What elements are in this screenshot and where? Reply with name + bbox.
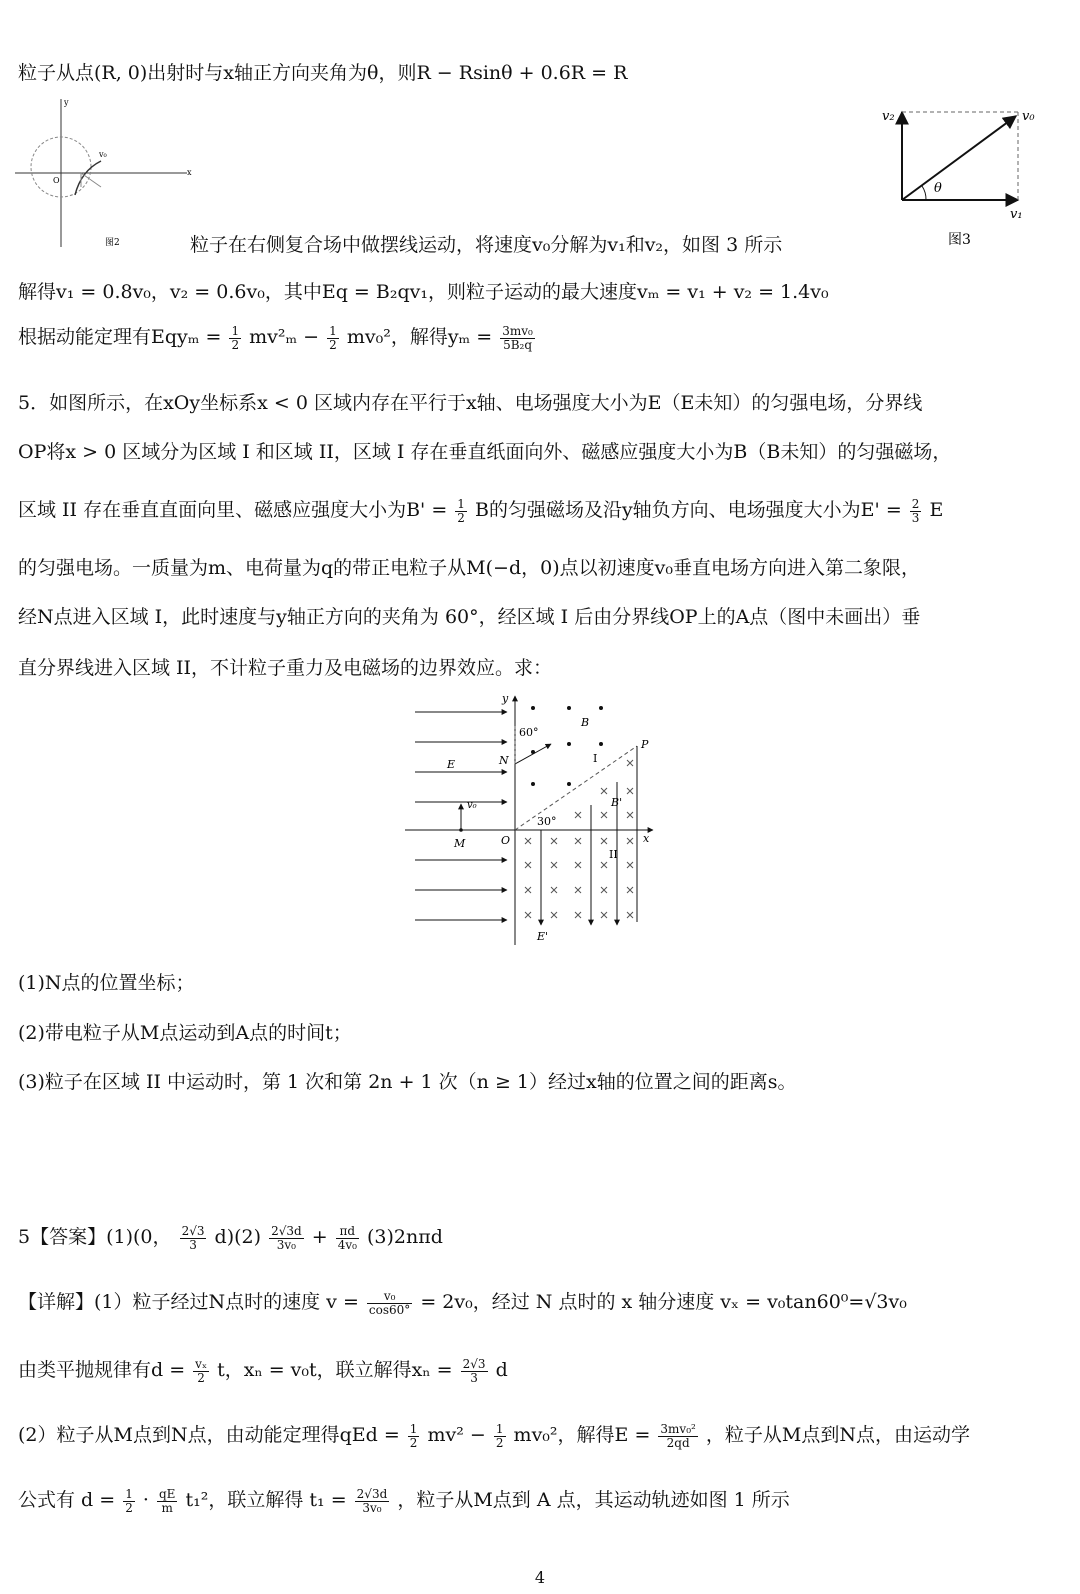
denominator: 3 [189,1237,197,1252]
text-segment: E [929,499,944,521]
question-2: (2)带电粒子从M点运动到A点的时间t； [18,1022,352,1044]
text-segment: d [495,1359,508,1381]
fig3-v0-label: v₀ [1022,109,1035,124]
numerator: 2 [911,496,920,511]
text-segment: 5【答案】(1)(0， [18,1226,172,1248]
fraction [229,325,241,352]
figure-3 [868,100,1048,250]
text-segment: 区域 II 存在垂直直面向里、磁感应强度大小为B' = [18,499,448,521]
fraction [355,1488,390,1515]
detail-line [18,1420,970,1450]
numerator: 2√3d [271,1223,302,1238]
problem-line: 直分界线进入区域 II，不计粒子重力及电磁场的边界效应。求： [18,657,553,679]
denominator: 3v₀ [362,1500,382,1515]
diagram-n-label: N [499,754,509,767]
text-segment: t₁²，联立解得 t₁ = [185,1489,347,1511]
text-line: 解得v₁ = 0.8v₀，v₂ = 0.6v₀，其中Eq = B₂qv₁，则粒子运动的最大速度vₘ = v₁ + v₂ = 1.4v₀ [18,281,829,303]
text-segment: 公式有 d = [18,1489,116,1511]
fraction [269,1225,304,1252]
numerator: 3mv₀² [660,1421,696,1436]
fig2-caption: 图2 [105,238,120,248]
numerator: 2√3 [462,1356,486,1371]
answer-line [18,1222,443,1252]
numerator: 1 [231,323,240,338]
diagram-region-1-label: I [593,752,598,765]
fraction [180,1225,207,1252]
diagram-x-label: x [643,832,650,845]
fraction [461,1358,488,1385]
numerator: 1 [329,323,337,338]
fig2-x-label: x [187,168,192,177]
fig2-y-label: y [64,98,69,107]
denominator: cos60° [368,1302,411,1317]
denominator: m [161,1500,173,1515]
energy-equation-line [18,322,537,352]
fraction [157,1488,177,1515]
denominator: 2 [231,337,240,352]
text-segment: mv² − [427,1424,486,1446]
fig3-theta-label: θ [934,181,942,196]
text-segment: ，粒子从M点到N点，由运动学 [705,1424,970,1446]
problem-diagram [405,690,665,950]
denominator: 3v₀ [276,1237,296,1252]
text-segment: (2）粒子从M点到N点，由动能定理得qEd = [18,1424,400,1446]
numerator: 1 [409,1421,418,1436]
problem-line: 的匀强电场。一质量为m、电荷量为q的带正电粒子从M(−d，0)点以初速度v₀垂直电场方向进入第二象限， [18,557,920,579]
text-segment: 根据动能定理有Eqyₘ = [18,326,222,348]
diagram-region-2-label: II [609,848,618,861]
denominator: 2qd [666,1435,690,1450]
text-segment: · [142,1489,149,1511]
numerator: 2√3d [356,1486,388,1501]
numerator: 1 [125,1486,133,1501]
denominator: 3 [911,510,920,525]
fraction [494,1423,506,1450]
diagram-eprime-label: E' [537,930,549,943]
detail-line [18,1287,907,1317]
numerator: 1 [495,1421,504,1436]
fraction [455,498,467,525]
numerator: v₀ [367,1290,412,1304]
denominator: 2 [457,510,465,525]
denominator: 4v₀ [337,1237,357,1252]
fraction [658,1423,697,1450]
fig2-origin-label: O [53,176,60,185]
diagram-b-label: B [581,716,590,729]
fig3-v1-label: v₁ [1010,207,1023,222]
problem-line: OP将x > 0 区域分为区域 I 和区域 II，区域 I 存在垂直纸面向外、磁感应强度大小为B（B未知）的匀强磁场， [18,441,952,463]
fraction [336,1225,359,1252]
fraction [500,325,535,352]
text-segment: mv²ₘ − [249,326,320,348]
text-segment: t，xₙ = v₀t，联立解得xₙ = [217,1359,453,1381]
diagram-y-label: y [502,692,509,705]
text-segment: ，粒子从M点到 A 点，其运动轨迹如图 1 所示 [397,1489,790,1511]
problem-line [18,495,943,525]
text-line: 粒子在右侧复合场中做摆线运动，将速度v₀分解为v₁和v₂，如图 3 所示 [190,234,783,256]
question-1: (1)N点的位置坐标； [18,972,195,994]
denominator: 3 [470,1370,478,1385]
text-segment: 【详解】(1）粒子经过N点时的速度 v = [18,1291,359,1313]
page-number: 4 [534,1568,546,1587]
numerator: πd [336,1225,359,1239]
question-3: (3)粒子在区域 II 中运动时，第 1 次和第 2n + 1 次（n ≥ 1）经过x轴的位置之间的距离s。 [18,1071,797,1093]
text-segment: (3)2nπd [366,1226,443,1248]
diagram-origin-label: O [501,834,511,847]
fraction [408,1423,420,1450]
fraction [123,1488,135,1515]
fig3-v2-label: v₂ [882,109,895,124]
denominator: 2 [495,1435,504,1450]
numerator: 1 [457,496,465,511]
fig3-caption: 图3 [948,232,971,248]
text-segment: = 2v₀，经过 N 点时的 x 轴分速度 vₓ = v₀tan60⁰=√3v₀ [420,1291,907,1313]
text-segment: mv₀²，解得yₘ = [346,326,493,348]
problem-line: 经N点进入区域 I，此时速度与y轴正方向的夹角为 60°，经区域 I 后由分界线OP上的A点（图中未画出）垂 [18,606,921,628]
diagram-angle-30-label: 30° [537,815,557,828]
text-segment: B的匀强磁场及沿y轴负方向、电场强度大小为E' = [474,499,902,521]
denominator: 2 [409,1435,418,1450]
text-segment: 由类平抛规律有d = [18,1359,186,1381]
figure-2 [15,95,200,255]
numerator: vₓ [195,1356,208,1371]
fraction [193,1358,209,1385]
text-line: 粒子从点(R, 0)出射时与x轴正方向夹角为θ，则R − Rsinθ + 0.6R = R [18,62,628,84]
diagram-v0-label: v₀ [467,800,477,811]
diagram-e-label: E [447,758,456,771]
fraction [367,1290,412,1317]
diagram-angle-60-label: 60° [519,726,539,739]
problem-line: 5．如图所示，在xOy坐标系x < 0 区域内存在平行于x轴、电场强度大小为E（E未知）的匀强电场，分界线 [18,392,923,414]
fraction [327,325,339,352]
fraction [910,498,922,525]
text-segment: + [311,1226,328,1248]
text-segment: mv₀²，解得E = [513,1424,651,1446]
numerator: qE [159,1486,176,1501]
diagram-bprime-label: B' [611,796,623,809]
fig2-v-label: v₀ [99,150,107,159]
denominator: 2 [125,1500,133,1515]
numerator: 2√3 [181,1223,205,1238]
denominator: 2 [197,1370,205,1385]
detail-line [18,1485,790,1515]
detail-line [18,1355,508,1385]
numerator: 3mv₀ [502,323,533,338]
diagram-p-label: P [641,738,649,751]
text-segment: d)(2) [214,1226,262,1248]
denominator: 2 [329,337,337,352]
diagram-m-label: M [454,837,466,850]
denominator: 5B₂q [503,337,533,352]
